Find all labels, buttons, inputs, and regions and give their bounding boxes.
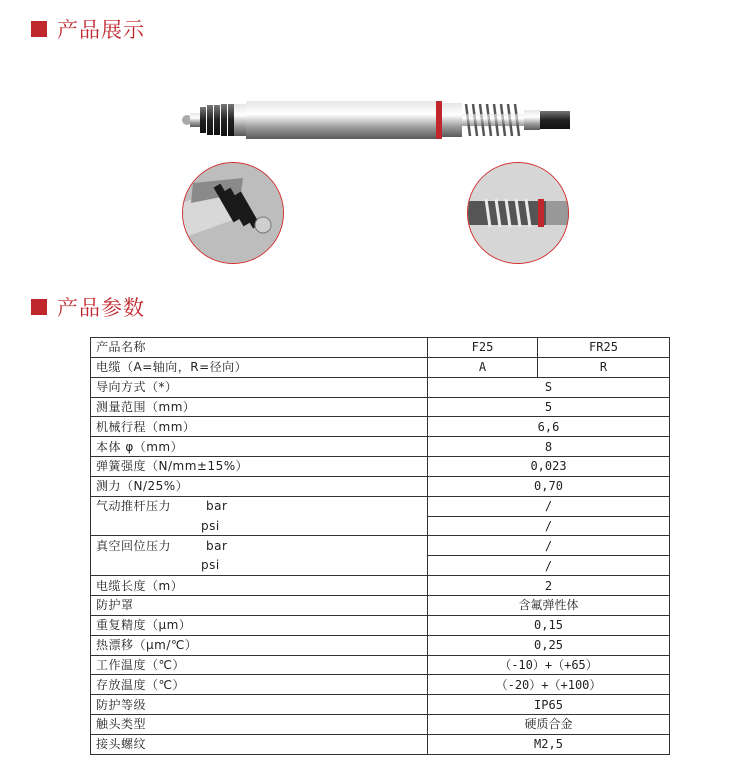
param-value: （-10）+（+65） (428, 655, 670, 675)
detail-image-bellows (182, 162, 284, 264)
param-value: 0,023 (428, 457, 670, 477)
param-value: 5 (428, 397, 670, 417)
table-row (91, 496, 670, 516)
param-value: R (538, 357, 670, 377)
table-row (91, 715, 670, 735)
table-row (91, 357, 670, 377)
section-title-text: 产品展示 (57, 18, 145, 42)
param-name: 重复精度（μm） (91, 615, 428, 635)
table-row (91, 615, 670, 635)
title-marker (31, 21, 47, 37)
table-row (91, 457, 670, 477)
model-f25: F25 (428, 338, 538, 358)
param-value: S (428, 377, 670, 397)
table-row (91, 595, 670, 615)
param-name: 导向方式（*） (91, 377, 428, 397)
param-value: / (428, 556, 670, 576)
param-name: 产品名称 (91, 338, 428, 358)
param-value: A (428, 357, 538, 377)
param-name (91, 536, 428, 556)
table-row (91, 476, 670, 496)
table-row (91, 675, 670, 695)
table-row (91, 397, 670, 417)
table-row (91, 437, 670, 457)
model-fr25: FR25 (538, 338, 670, 358)
param-name: 弹簧强度（N/mm±15%） (91, 457, 428, 477)
param-name (91, 496, 428, 516)
unit-label: bar (206, 499, 228, 514)
param-value: / (428, 536, 670, 556)
product-images (0, 80, 750, 280)
table-row (91, 377, 670, 397)
param-name: 防护罩 (91, 595, 428, 615)
param-name: 电缆长度（m） (91, 576, 428, 596)
param-name: 工作温度（℃） (91, 655, 428, 675)
param-value: M2,5 (428, 734, 670, 754)
param-name (91, 556, 428, 576)
title-marker (31, 299, 47, 315)
params-table (90, 337, 670, 755)
table-row (91, 695, 670, 715)
param-value: / (428, 516, 670, 536)
param-value: 含氟弹性体 (428, 595, 670, 615)
param-value: / (428, 496, 670, 516)
table-row (91, 417, 670, 437)
section-title-params (31, 292, 145, 322)
table-row (91, 655, 670, 675)
table-row (91, 576, 670, 596)
detail-image-spring (467, 162, 569, 264)
param-value: 0,70 (428, 476, 670, 496)
param-value: 6,6 (428, 417, 670, 437)
table-row (91, 556, 670, 576)
table-row (91, 635, 670, 655)
section-title-text: 产品参数 (57, 296, 145, 320)
param-name: 防护等级 (91, 695, 428, 715)
param-label: 真空回位压力 (96, 539, 172, 554)
param-name: 存放温度（℃） (91, 675, 428, 695)
param-value: IP65 (428, 695, 670, 715)
param-name: 接头螺纹 (91, 734, 428, 754)
param-name: 本体 φ（mm） (91, 437, 428, 457)
unit-label: psi (201, 518, 220, 533)
param-value: 0,15 (428, 615, 670, 635)
param-name: 热漂移（μm/℃） (91, 635, 428, 655)
param-value: 8 (428, 437, 670, 457)
table-row (91, 734, 670, 754)
table-row (91, 338, 670, 358)
param-name: 机械行程（mm） (91, 417, 428, 437)
table-row (91, 516, 670, 536)
section-title-display (31, 14, 145, 44)
param-name: 电缆（A=轴向，R=径向） (91, 357, 428, 377)
param-value: 0,25 (428, 635, 670, 655)
param-name: 测力（N/25%） (91, 476, 428, 496)
param-name: 测量范围（mm） (91, 397, 428, 417)
param-value: 2 (428, 576, 670, 596)
table-row (91, 536, 670, 556)
param-name (91, 516, 428, 536)
param-name: 触头类型 (91, 715, 428, 735)
param-label: 气动推杆压力 (96, 499, 172, 514)
unit-label: psi (201, 558, 220, 573)
param-value: 硬质合金 (428, 715, 670, 735)
param-value: （-20）+（+100） (428, 675, 670, 695)
probe-image (0, 80, 750, 160)
unit-label: bar (206, 539, 228, 554)
